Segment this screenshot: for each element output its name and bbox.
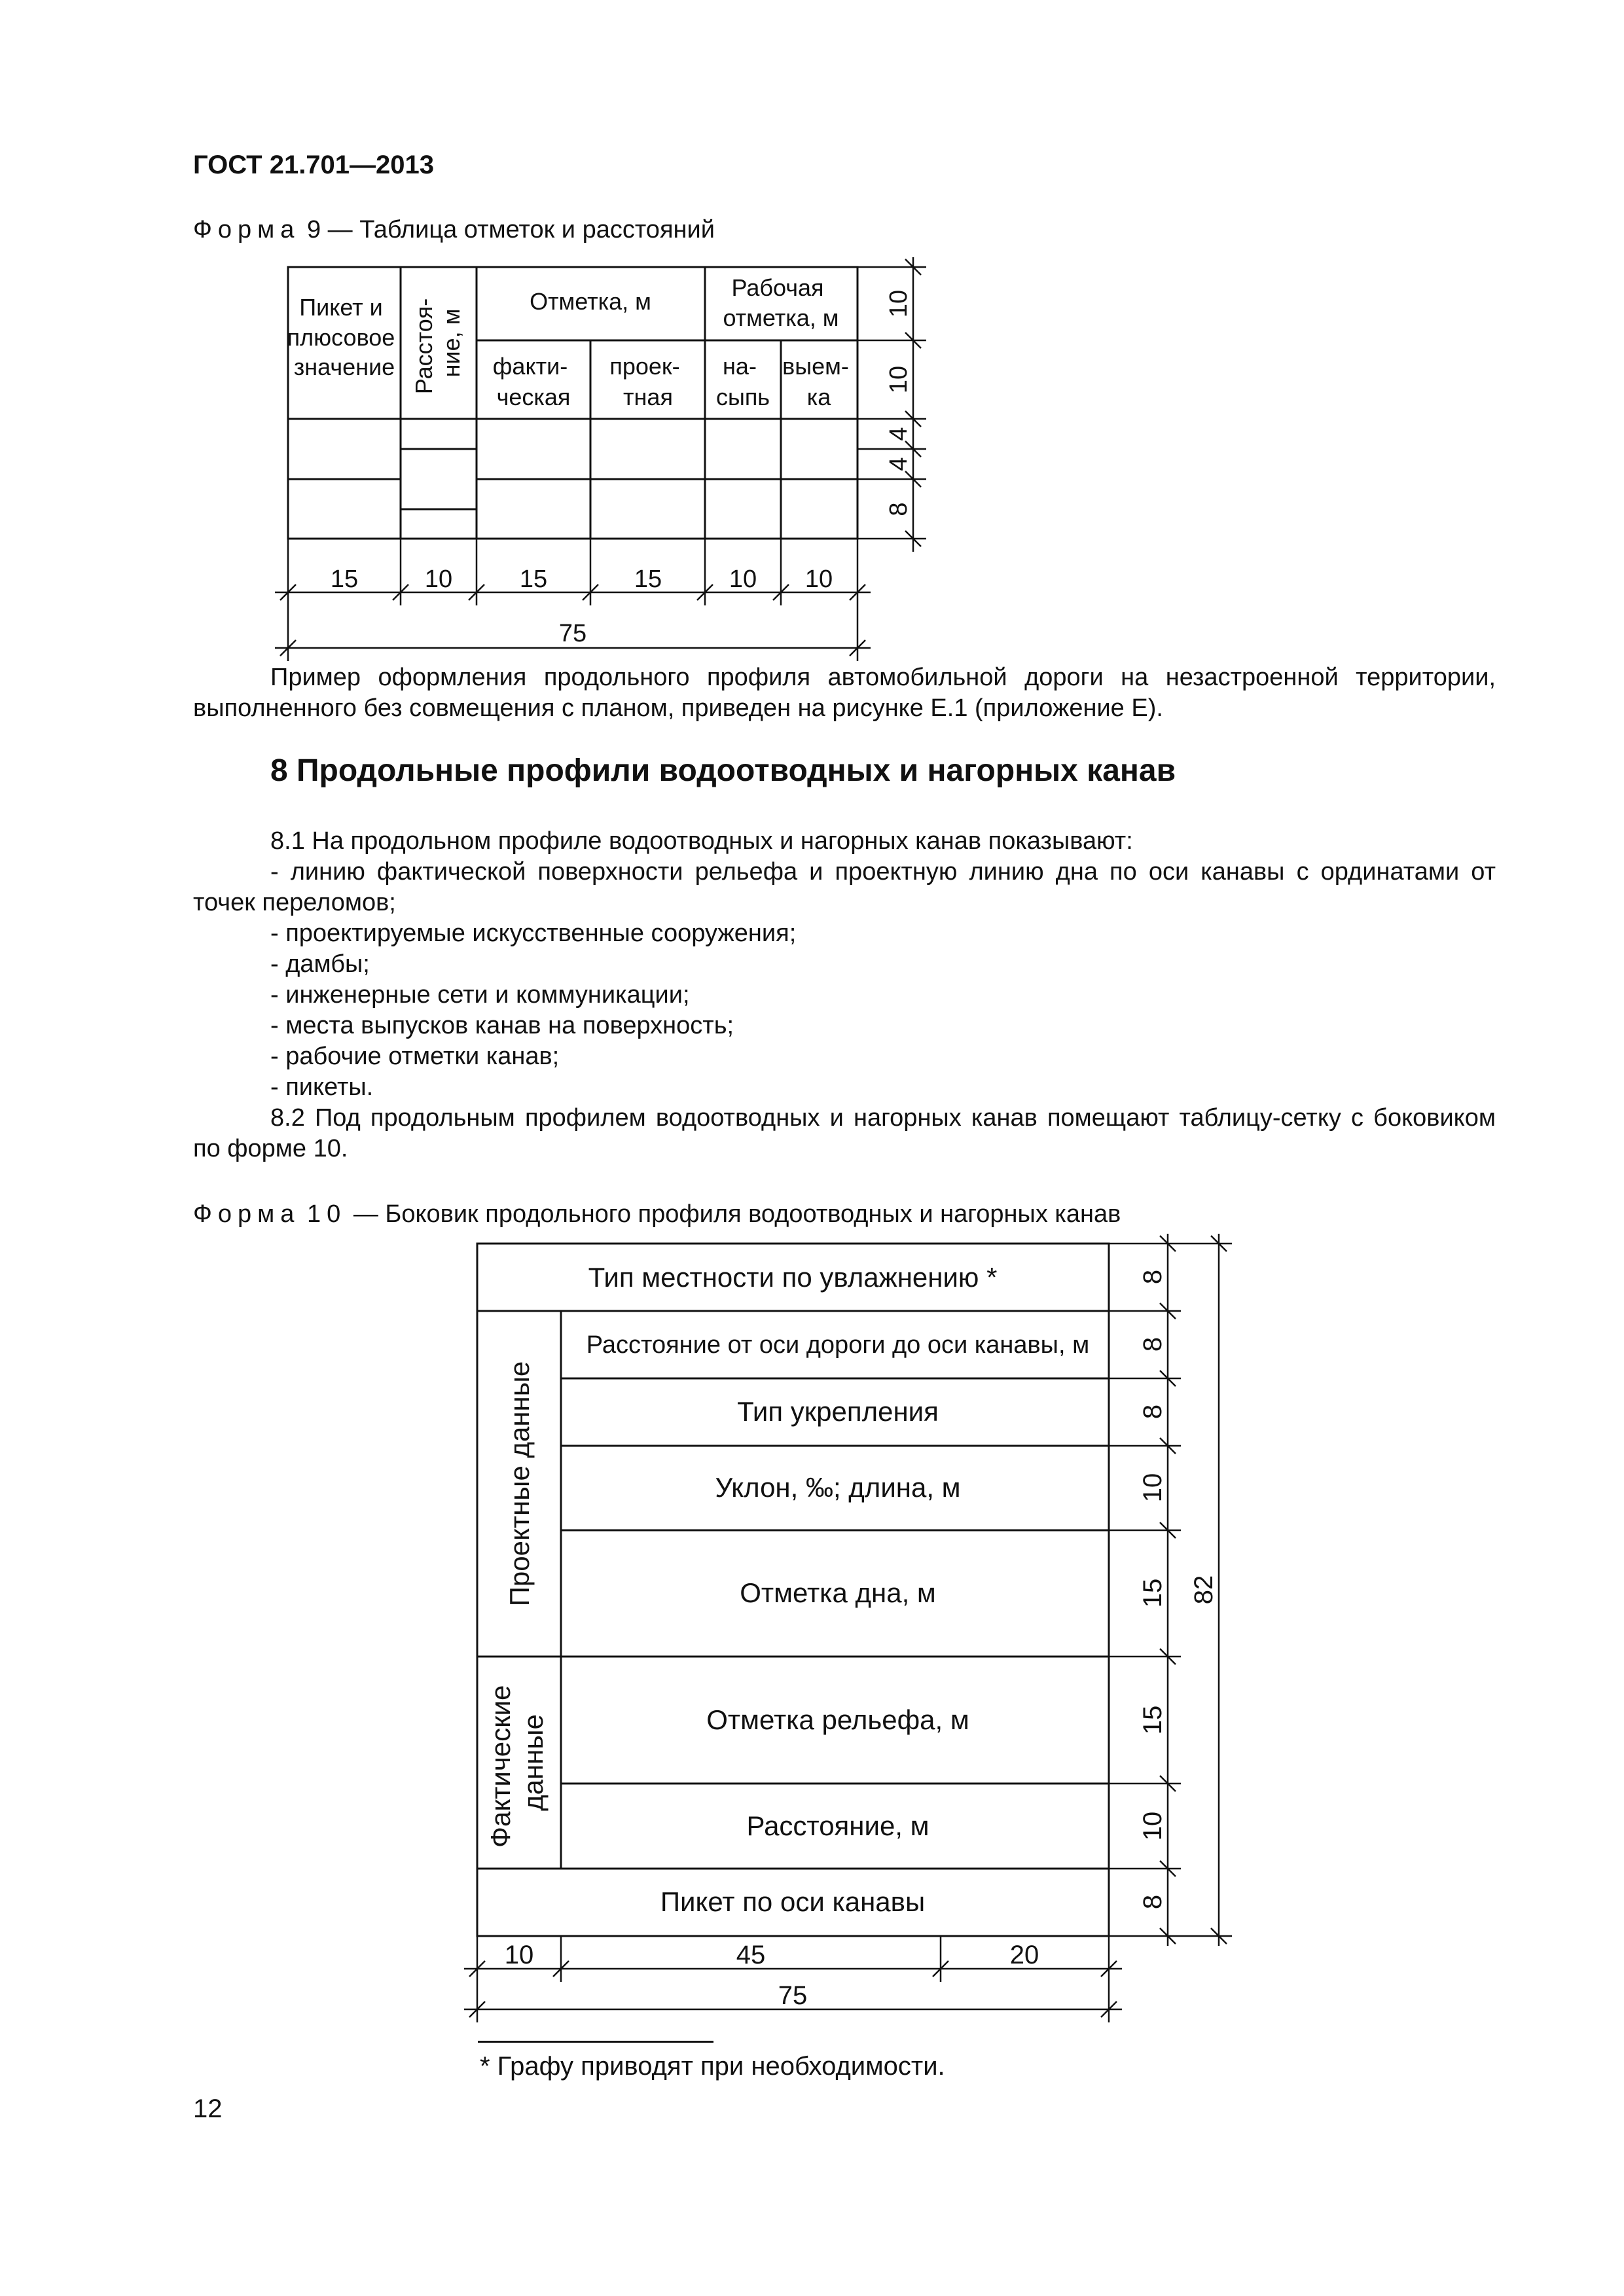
- form10-row-dim: 15: [1138, 1578, 1167, 1608]
- form10-total-height: 82: [1189, 1575, 1218, 1605]
- footnote: * Графу приводят при необходимости.: [480, 2052, 945, 2081]
- document-header: ГОСТ 21.701—2013: [193, 151, 435, 179]
- form10-row-dim: 8: [1138, 1404, 1167, 1420]
- form9-col-dim: 10: [729, 565, 757, 593]
- form10-row-dim: 10: [1138, 1473, 1167, 1503]
- form9-header-picket: Пикет и плюсовое значение: [287, 294, 395, 380]
- form9-row-dim: 4: [885, 427, 912, 441]
- form9-col-dim: 15: [634, 565, 662, 593]
- form9-header-actual: факти- ческая: [492, 353, 571, 410]
- form10-row-dim: 10: [1138, 1811, 1167, 1841]
- list-item: - проектируемые искусственные сооружения;: [270, 920, 797, 947]
- form10-group-actual: Фактические данные: [485, 1685, 549, 1848]
- form10-col-dim: 20: [1009, 1941, 1039, 1969]
- form10-drawing: [0, 1211, 1624, 2036]
- form9-col-dim: 15: [519, 565, 548, 593]
- form9-header-working: Рабочая отметка, м: [723, 274, 839, 331]
- form10-row-dim: 15: [1138, 1705, 1167, 1735]
- example-text: Пример оформления продольного профиля автомобильной дороги на незастроенной территории, выполненного без совмещения с планом, приведен на рисунке Е.1 (приложение Е).: [193, 664, 1496, 722]
- form9-header-fill: на- сыпь: [715, 353, 770, 410]
- list-item: - дамбы;: [270, 950, 370, 978]
- example-paragraph: [193, 662, 1496, 724]
- form10-row-label: Пикет по оси канавы: [660, 1886, 926, 1917]
- form10-total-width: 75: [778, 1981, 808, 2010]
- form9-header-elevation: Отметка, м: [530, 288, 651, 315]
- form10-row-label: Расстояние, м: [746, 1810, 929, 1841]
- list-item: - пикеты.: [270, 1073, 374, 1101]
- list-item: - рабочие отметки канав;: [270, 1043, 560, 1070]
- form9-drawing: [0, 0, 1624, 687]
- section-p1-intro: 8.1 На продольном профиле водоотводных и нагорных канав показывают:: [270, 827, 1133, 855]
- form10-caption-number: 10: [306, 1200, 347, 1228]
- form9-row-dim: 4: [885, 457, 912, 471]
- form10-row-label: Тип местности по увлажнению *: [588, 1262, 998, 1293]
- form10-row-label: Уклон, ‰; длина, м: [715, 1472, 961, 1503]
- form10-col-dim: 10: [504, 1941, 534, 1969]
- footnote-divider: [478, 2041, 713, 2043]
- form10-group-design: Проектные данные: [504, 1361, 535, 1607]
- form10-caption-text: — Боковик продольного профиля водоотводных и нагорных канав: [353, 1200, 1121, 1228]
- form10-row-dim: 8: [1138, 1336, 1167, 1352]
- section-p2: 8.2 Под продольным профилем водоотводных и нагорных канав помещают таблицу-сетку с боковиком по форме 10.: [193, 1104, 1496, 1162]
- form10-row-label: Отметка дна, м: [740, 1577, 936, 1608]
- form9-header-cut: выем- ка: [782, 353, 849, 410]
- list-item: - инженерные сети и коммуникации;: [270, 981, 690, 1009]
- list-item: - места выпусков канав на поверхность;: [270, 1012, 734, 1039]
- form10-row-label: Тип укрепления: [737, 1396, 939, 1427]
- form9-caption-word: Форма: [193, 216, 300, 243]
- form10-caption-word: Форма: [193, 1200, 300, 1228]
- form10-row-dim: 8: [1138, 1269, 1167, 1285]
- form10-row-dim: 8: [1138, 1894, 1167, 1910]
- form9-caption-text: 9 — Таблица отметок и расстояний: [306, 216, 715, 243]
- form9-col-dim: 15: [330, 565, 359, 593]
- form10-col-dim: 45: [736, 1941, 766, 1969]
- section-title: 8 Продольные профили водоотводных и нагорных канав: [270, 753, 1176, 788]
- page-number: 12: [193, 2094, 223, 2123]
- form9-header-design: проек- тная: [609, 353, 680, 410]
- form9-row-dim: 10: [885, 289, 912, 318]
- list-item: - линию фактической поверхности рельефа и проектную линию дна по оси канавы с ординатами от точек переломов;: [193, 858, 1496, 916]
- section-body: [193, 826, 1496, 1164]
- form9-row-dim: 10: [885, 365, 912, 394]
- form9-header-distance: Расстоя- ние, м: [410, 298, 465, 395]
- form10-row-label: Отметка рельефа, м: [706, 1704, 969, 1735]
- form9-col-dim: 10: [424, 565, 453, 593]
- form10-row-label: Расстояние от оси дороги до оси канавы, м: [586, 1331, 1090, 1359]
- form9-row-dim: 8: [885, 502, 912, 516]
- form9-col-dim: 10: [804, 565, 833, 593]
- form9-total-width: 75: [558, 620, 587, 647]
